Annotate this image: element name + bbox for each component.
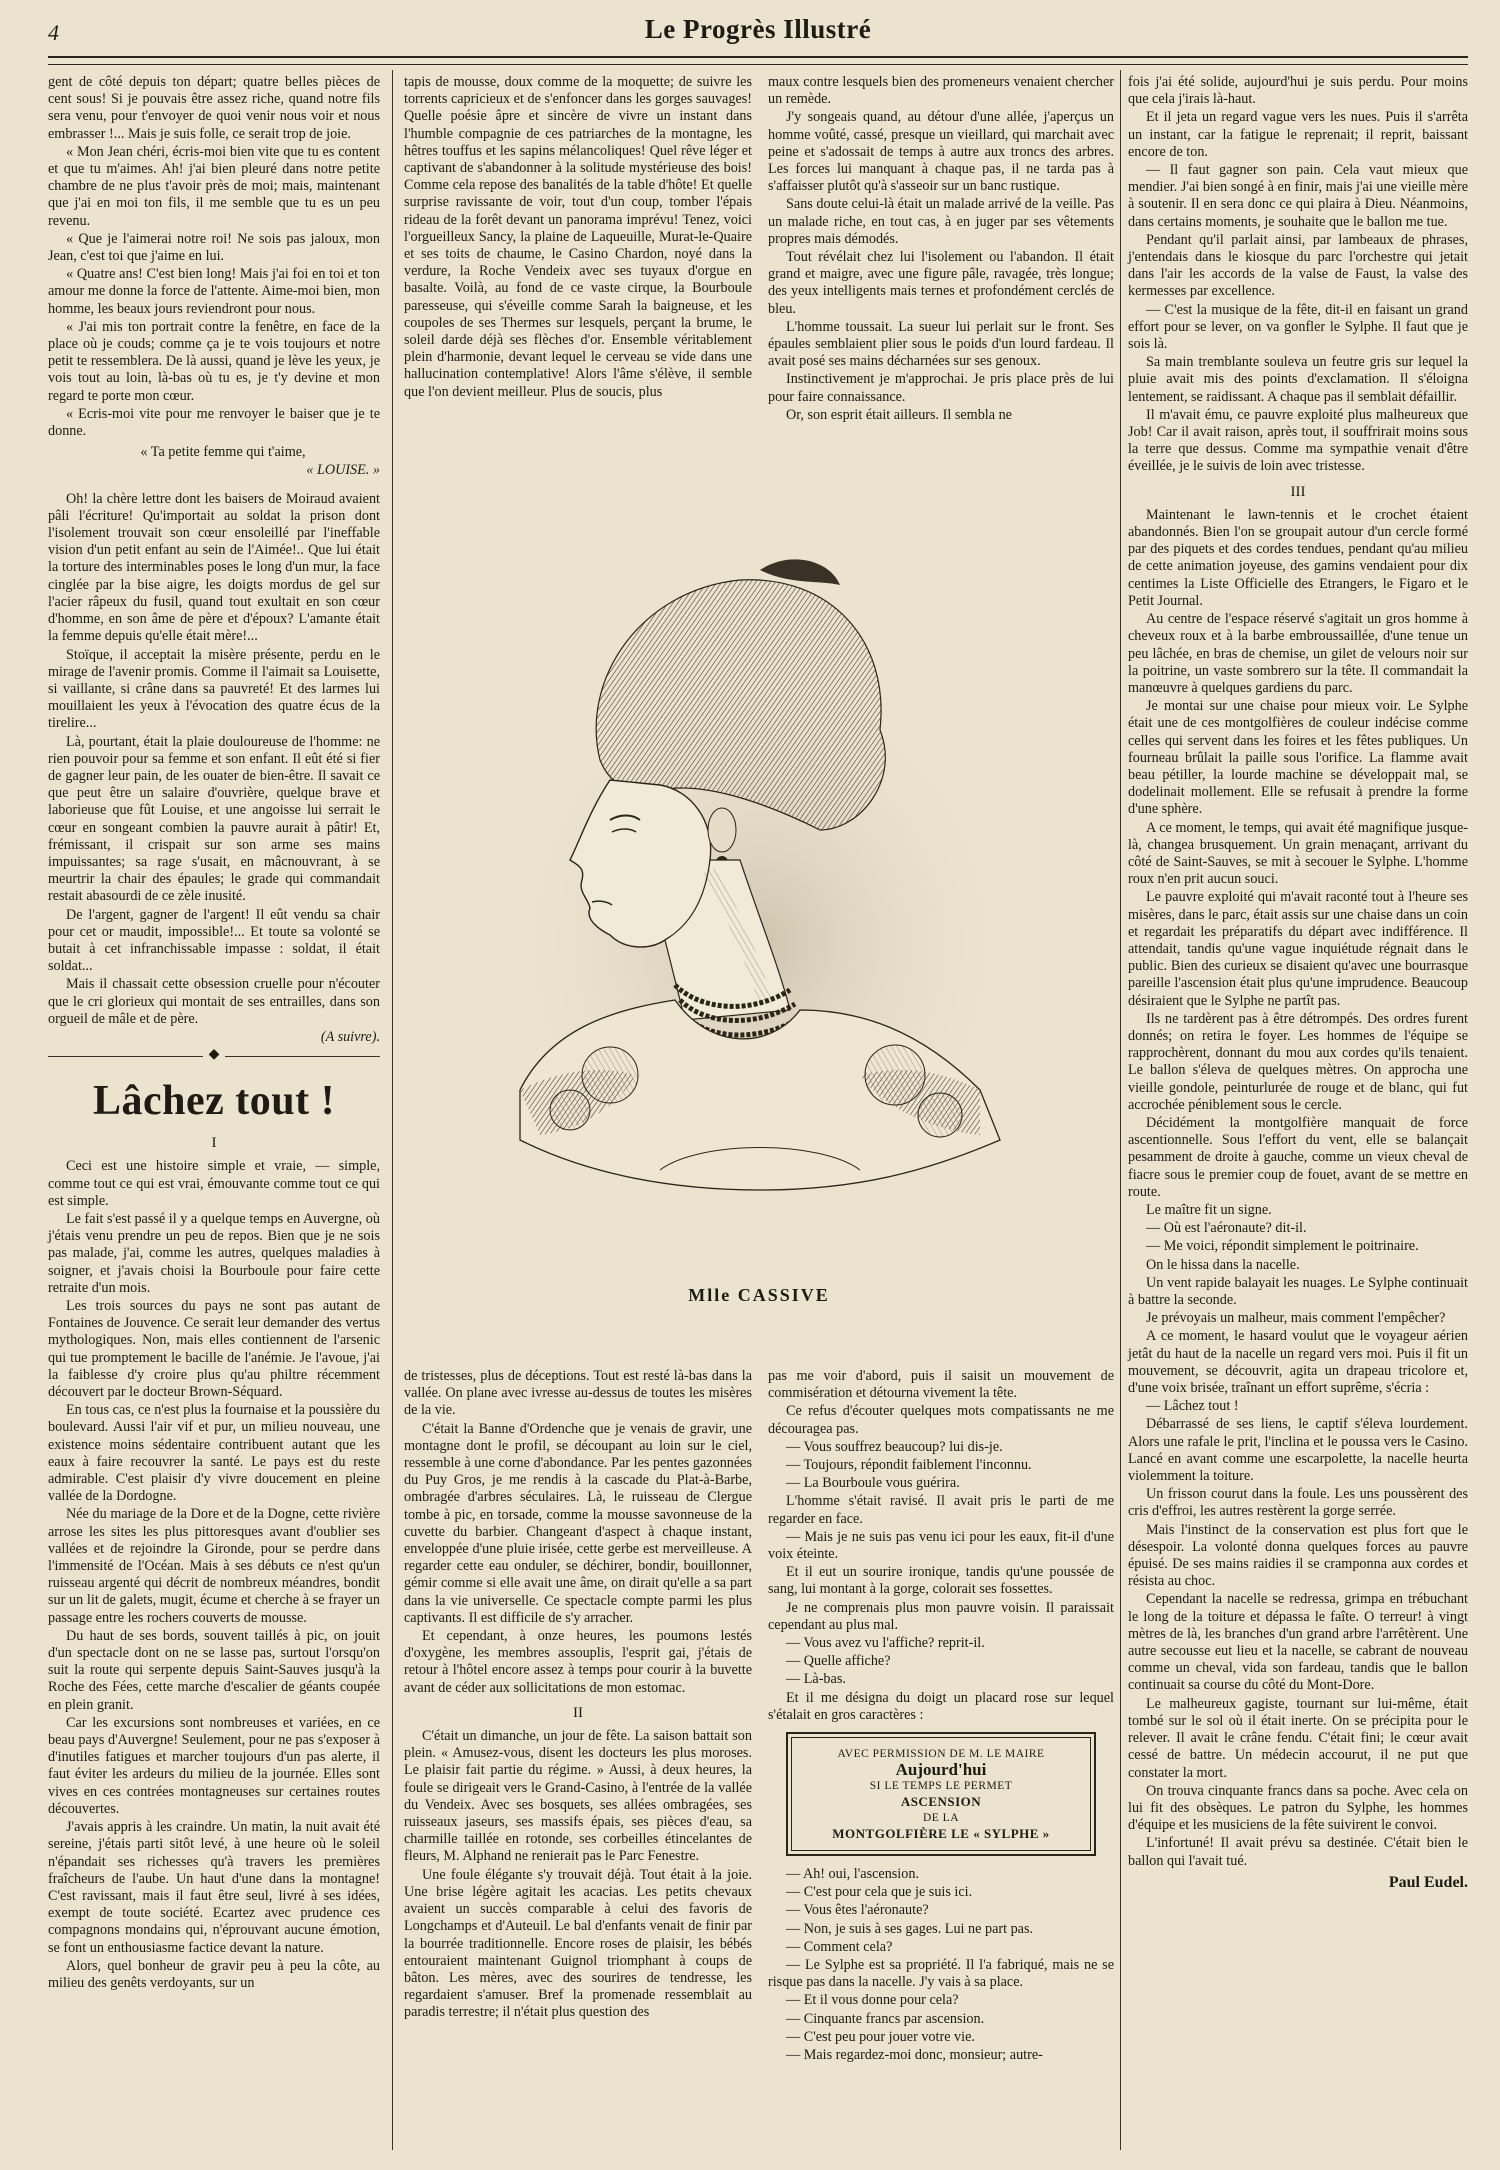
paragraph: Tout révélait chez lui l'isolement ou l'abandon. Il était grand et maigre, avec une figure pâle, ravagée, très longue; des yeux intelligents mais ternes et profondément cerclés de bleu. — [768, 249, 1114, 317]
paragraph: « Ecris-moi vite pour me renvoyer le baiser que je te donne. — [48, 405, 380, 440]
paragraph: Mais il chassait cette obsession cruelle pour n'écouter que le cri glorieux qui montait de ses entrailles, dans son orgueil de mâle et de père. — [48, 976, 380, 1027]
paragraph: — Mais regardez-moi donc, monsieur; autre- — [786, 2047, 1043, 2064]
paragraph: gent de côté depuis ton départ; quatre belles pièces de cent sous! Si je pouvais être assez riche, quand notre fils sera venu, pour t'envoyer de quoi venir nous voir et nous embrasser !... Mais je suis folle, ce serait trop de joie. — [48, 74, 380, 142]
paragraph: « Que je l'aimerai notre roi! Ne sois pas jaloux, mon Jean, c'est toi que j'aime en lui. — [48, 230, 380, 265]
story-title: Lâchez tout ! — [92, 1078, 336, 1125]
letter-signature: « LOUISE. » — [306, 462, 380, 479]
paragraph: Sa main tremblante souleva un feutre gris sur lequel la pluie avait mis des points d'exclamation. Il s'éloigna lentement, se raidissant. A chaque pas il semblait défaillir. — [1128, 354, 1468, 405]
paragraph: — C'est peu pour jouer votre vie. — [786, 2028, 975, 2045]
balloon-poster — [786, 1732, 1096, 1856]
paragraph: tapis de mousse, doux comme de la moquette; de suivre les torrents capricieux et de s'enfoncer dans les gorges sauvages! Quelle poésie âpre et sincère de vivre un instant dans l'humble compagnie de ces patriarches de la montagne, les hêtres touffus et les sapins mélancoliques! Quel rêve léger et captivant de s'abandonner à la solitude mystérieuse des bois! Comme cela repose des banalités de la table d'hôte! Et quelle surprise ravissante de voir, tout d'un coup, tomber l'épais rideau de la forêt devant un panorama imprévu! Tenez, voici l'orgueilleux Sancy, la plaine de Laqueuille, Murat-le-Quaire et ses toits de chaume, le Casino Chardon, noyé dans la verdure, la Roche Vendeix avec ses tuyaux d'orgue en basalte. Voilà, au fond de ce vaste cirque, la Bourboule paresseuse, qui s'éveille comme Sarah la baigneuse, et les coupoles de ses Thermes sur lesquels, perçant la brume, le soleil darde déjà ses flèches d'or. Ensemble véritablement plein d'harmonie, devant lequel le cerveau se vide dans une hallucination contemplative! Alors l'âme s'élève, il semble que l'on devient meilleur. Plus de soucis, plus — [404, 74, 752, 400]
column-2-top — [404, 74, 752, 400]
paragraph: — Cinquante francs par ascension. — [786, 2010, 985, 2027]
section-number: I — [211, 1135, 217, 1152]
paragraph: C'était la Banne d'Ordenche que je venais de gravir, une montagne dont le profil, se découpant au loin sur le ciel, ressemble à une corne d'abondance. Par les pentes gazonnées du Puy Gros, je me rendis à la cascade du Plat-à-Barbe, ombragée d'arbres séculaires. Là, le ruisseau de Clergue tombe à pic, en torsade, comme la mousse savonneuse de la cuvette du barbier. Changeant d'aspect à chaque instant, enveloppée d'une pluie irisée, cette gerbe est merveilleuse. A regarder cette eau onduler, se déchirer, bondir, bouillonner, gémir comme si elle avait une âme, on dirait qu'elle a sa part dans la vie universelle. Ce spectacle compte parmi les plus captivants. Il est difficile de s'y arracher. — [404, 1420, 752, 1626]
paragraph: — C'est pour cela que je suis ici. — [786, 1884, 973, 1901]
poster-weather: SI LE TEMPS LE PERMET — [869, 1780, 1013, 1793]
paragraph: Un frisson courut dans la foule. Les uns poussèrent des cris d'effroi, les autres restèrent la gorge serrée. — [1128, 1486, 1468, 1520]
paragraph: Ceci est une histoire simple et vraie, — simple, comme tout ce qui est vrai, émouvante comme tout ce qui est simple. — [48, 1158, 380, 1209]
paragraph: Sans doute celui-là était un malade arrivé de la veille. Pas un malade riche, en tout cas, à en juger par ses vêtements propres mais démodés. — [768, 196, 1114, 247]
paragraph: En tous cas, ce n'est plus la fournaise et la poussière du boulevard. Aussi l'air vif et pur, un milieu nouveau, une existence moins sédentaire contribuent autant que les eaux à faire recouvrer la santé. Le pays est du reste admirable. C'est plaisir d'y vivre doucement en pleine vallée de la Dordogne. — [48, 1402, 380, 1505]
paragraph: Le fait s'est passé il y a quelque temps en Auvergne, où j'étais venu prendre un peu de repos. Bien que je ne sois pas malade, j'ai, comme les autres, quelques maladies à soigner, et j'avais choisi la Bourboule pour faire cette retraite d'un mois. — [48, 1210, 380, 1296]
paragraph: — Il faut gagner son pain. Cela vaut mieux que mendier. J'ai bien songé à en finir, mais j'ai une vieille mère à soutenir. Il en sera donc ce qui plaira à Dieu. Néanmoins, dans certains moments, je souhaite que le ballon me tue. — [1128, 162, 1468, 230]
section-number: III — [1290, 483, 1306, 500]
paragraph: fois j'ai été solide, aujourd'hui je suis perdu. Pour moins que cela j'irais là-haut. — [1128, 74, 1468, 108]
to-be-continued: (A suivre). — [320, 1028, 380, 1045]
paragraph: Alors, quel bonheur de gravir peu à peu la côte, au milieu des genêts verdoyants, sur un — [48, 1957, 380, 1991]
paragraph: Au centre de l'espace réservé s'agitait un gros homme à cheveux roux et à la barbe embroussaillée, d'une tenue un peu lâchée, en bras de chemise, un gilet de velours noir sur la poitrine, un vaste sombrero sur la tête. Il commandait la manœuvre à quelques gardiens du parc. — [1128, 611, 1468, 696]
column-divider — [1120, 70, 1121, 2150]
paragraph: A ce moment, le temps, qui avait été magnifique jusque-là, changea brusquement. Un grain menaçant, arrivant du côté de Saint-Sauves, se mit à secouer le Sylphe. L'homme roux n'en prit aucun souci. — [1128, 819, 1468, 888]
paragraph: Là, pourtant, était la plaie douloureuse de l'homme: ne rien pouvoir pour sa femme et son enfant. Il eût été si fier de gagner leur pain, de les ouater de bien-être. Il savait ce que peut être un salaire d'ouvrière, quelque brave et laborieuse que fût Louise, et une angoisse lui serrait le cœur en songeant combien la pauvre aurait à pâtir! Et, frémissant, il crispait sur son arme ses mains impuissantes; sa rage s'usait, en mâcnouvrant, à se meurtrir la chair des épaules; le grade qui commandait restait abasourdi de ce zèle inusité. — [48, 733, 380, 905]
paragraph: Née du mariage de la Dore et de la Dogne, cette rivière arrose les sites les plus pittoresques avant d'oublier ses vallées et de rejoindre la Gironde, pour se perdre dans l'immensité de l'Océan. Mais à ses débuts ce n'est qu'un ruisseau argenté qui décrit de nombreux méandres, bondit sur un lit de galets, mugit, écume et cherche à se frayer un passage entre les rochers couverts de mousse. — [48, 1506, 380, 1626]
paragraph: Je ne comprenais plus mon pauvre voisin. Il paraissait cependant au plus mal. — [768, 1599, 1114, 1633]
paragraph: De l'argent, gagner de l'argent! Il eût vendu sa chair pour cet or maudit, impossible!... Et toute sa volonté se butait à cet infranchissable impasse : soldat, il était soldat... — [48, 906, 380, 975]
paragraph: Je montai sur une chaise pour mieux voir. Le Sylphe était une de ces montgolfières de couleur indécise comme celles qui servent dans les foires et les fêtes publiques. Un fourneau brûlait la paille sous l'orifice. La flamme avait beau pétiller, la lourde machine se développait mal, se dodelinait mollement. Elle se refusait à prendre la forme d'une sphère. — [1128, 698, 1468, 818]
paragraph: On le hissa dans la nacelle. — [1146, 1256, 1300, 1273]
paragraph: — Me voici, répondit simplement le poitrinaire. — [1146, 1238, 1419, 1255]
paragraph: Décidément la montgolfière manquait de force ascentionnelle. Sous l'effort du vent, elle se balançait pesamment de droite à gauche, comme un vieux cheval de fiacre sous le premier coup de fouet, avant de se mettre en route. — [1128, 1114, 1468, 1200]
paragraph: Ils ne tardèrent pas à être détrompés. Des ordres furent donnés; on retira le foyer. Les hommes de l'équipe se rapprochèrent, donnant du mou aux cordes qu'ils tenaient. Le ballon s'éleva de quelques mètres. On approcha une vieille gondole, peinturlurée de rouge et de blanc, qui fut accrochée péniblement sous le cercle. — [1128, 1010, 1468, 1113]
paragraph: Du haut de ses bords, souvent taillés à pic, on jouit d'un spectacle dont on ne se lasse pas, surtout l'orsqu'on suit la route qui serpente depuis Saint-Sauves jusqu'à la Roche des Fées, cette marche d'escalier de géants coupée en plein granit. — [48, 1627, 380, 1713]
paragraph: — Non, je suis à ses gages. Lui ne part pas. — [786, 1920, 1034, 1937]
page-header — [48, 14, 1468, 54]
paragraph: — Le Sylphe est sa propriété. Il l'a fabriqué, mais ne se risque pas dans la nacelle. J'y vais à sa place. — [768, 1957, 1114, 1991]
paragraph: Stoïque, il acceptait la misère présente, perdu en le mirage de l'avenir promis. Comme il l'aimait sa Louisette, si vaillante, si crâne dans sa pauvreté! Et des larmes lui mouillaient les yeux à l'évocation des quatre écus de la tirelire... — [48, 646, 380, 732]
paragraph: Un vent rapide balayait les nuages. Le Sylphe continuait à battre la seconde. — [1128, 1274, 1468, 1309]
paragraph: Et il me désigna du doigt un placard rose sur lequel s'étalait en gros caractères : — [768, 1689, 1114, 1723]
paragraph: — Mais je ne suis pas venu ici pour les eaux, fit-il d'une voix éteinte. — [768, 1528, 1114, 1563]
paragraph: L'homme toussait. La sueur lui perlait sur le front. Ses épaules semblaient plier sous le poids d'un lourd fardeau. Il avait posé ses mains décharnées sur ses genoux. — [768, 318, 1114, 370]
author-signature: Paul Eudel. — [1388, 1873, 1468, 1891]
paragraph: J'y songeais quand, au détour d'une allée, j'aperçus un homme voûté, cassé, presque un vieillard, qui marchait avec peine et s'adossait de temps à autre aux troncs des arbres. Les forces lui manquant à chaque pas, il ne tarda pas à s'affaisser plutôt qu'à s'asseoir sur un banc rustique. — [768, 109, 1114, 195]
column-1 — [48, 74, 380, 2144]
paragraph: — C'est la musique de la fête, dit-il en faisant un grand effort pour se lever, on va gonfler le Sylphe. Il faut que je sois là. — [1128, 301, 1468, 353]
paragraph: Il m'avait ému, ce pauvre exploité plus malheureux que Job! Car il avait raison, après tout, il souffrirait moins sous la terre que dessus. Comme ma sympathie venait d'être éveillée, je le suivis de loin avec tristesse. — [1128, 406, 1468, 475]
column-3-bottom — [768, 1368, 1114, 2144]
paragraph: pas me voir d'abord, puis il saisit un mouvement de commisération et détourna vivement la tête. — [768, 1368, 1114, 1402]
paragraph: Maintenant le lawn-tennis et le crochet étaient abandonnés. Bien l'on se groupait autour d'un cercle formé par des piquets et des cordes tendues, pendant qu'au milieu de cette animation joyeuse, des gamins vendaient pour dix centimes la Liste Officielle des Etrangers, le Figaro et le Petit Journal. — [1128, 506, 1468, 609]
paragraph: maux contre lesquels bien des promeneurs venaient chercher un remède. — [768, 74, 1114, 108]
paragraph: « Mon Jean chéri, écris-moi bien vite que tu es content et que tu m'aimes. Ah! j'ai bien pleuré dans notre petite chambre de ne plus t'avoir près de moi; mais, maintenant que j'ai en moi ton fils, il me semble que tu es un peu revenu. — [48, 143, 380, 229]
paragraph: Cependant la nacelle se redressa, grimpa en trébuchant le long de la toiture et dépassa le faîte. O terreur! à vingt mètres de là, les branches d'un grand arbre l'arrêtèrent. Une autre secousse eut lieu et la nacelle, se cabrant de nouveau comme un cheval, vida son fardeau, tandis que le ballon continuait sa course du côté du Mont-Dore. — [1128, 1591, 1468, 1694]
paragraph: Une foule élégante s'y trouvait déjà. Tout était à la joie. Une brise légère agitait les acacias. Les petits chevaux avaient un succès comparable à celui des favoris de Longchamps et d'Auteuil. Le bal d'enfants venait de finir par la bourrée traditionnelle. Encore roses de plaisir, les bébés entouraient maintenant Guignol triomphant à coups de bâton. Les mères, avec des sourires de tendresse, les regardaient s'amuser. Bref la promenade ressemblait au paradis terrestre; il n'était plus question des — [404, 1866, 752, 2021]
paragraph: de tristesses, plus de déceptions. Tout est resté là-bas dans la vallée. On plane avec ivresse au-dessus de toutes les misères de la vie. — [404, 1368, 752, 1419]
section-number: II — [573, 1704, 583, 1721]
paragraph: — Comment cela? — [786, 1938, 893, 1955]
paragraph: — Toujours, répondit faiblement l'inconnu. — [786, 1457, 1032, 1474]
paragraph: Et cependant, à onze heures, les poumons lestés d'oxygène, les membres assouplis, l'esprit gai, j'étais de retour à l'hôtel encore assez à temps pour courir à la buvette avant de céder aux sollicitations de mon estomac. — [404, 1628, 752, 1696]
section-divider — [48, 1047, 380, 1065]
poster-permission: AVEC PERMISSION DE M. LE MAIRE — [837, 1748, 1045, 1761]
paragraph: Car les excursions sont nombreuses et variées, en ce beau pays d'Auvergne! Seulement, pour ne pas s'exposer à d'inutiles fatigues et marcher toujours d'un pas alerte, il faut éviter les ardeurs du milieu de la journée. Elles sont vives en ces contrées montagneuses sur certaines routes découvertes. — [48, 1714, 380, 1817]
paragraph: Débarrassé de ses liens, le captif s'éleva lourdement. Alors une rafale le prit, l'inclina et le poussa vers le Casino. Lancé en avant comme une escarpolette, la nacelle heurta violemment la toiture. — [1128, 1416, 1468, 1485]
column-3-top — [768, 74, 1114, 469]
page-number: 4 — [48, 20, 59, 45]
paragraph: — Lâchez tout ! — [1146, 1398, 1239, 1415]
paragraph: — Là-bas. — [786, 1671, 846, 1688]
paragraph: Pendant qu'il parlait ainsi, par lambeaux de phrases, j'entendais dans le kiosque du parc l'orchestre qui jetait dans l'air les accords de la valse de Faust, la valse des kermesses par excellence. — [1128, 231, 1468, 300]
poster-today: Aujourd'hui — [895, 1760, 987, 1780]
paragraph: C'était un dimanche, un jour de fête. La saison battait son plein. « Amusez-vous, disent les docteurs les plus moroses. Le plaisir fait partie du régime. » Aussi, à deux heures, la foule se dirigeait vers le Grand-Casino, à l'entrée de la vallée du Vendeix. Avec ses bosquets, ses allées ombragées, ses ruisseaux jaseurs, ses massifs épais, ses pièces d'eau, sa charmille taillée en rotonde, ses corbeilles étincelantes de fleurs, M. Alphand ne renierait pas le Parc Fenestre. — [404, 1728, 752, 1865]
paragraph: J'avais appris à les craindre. Un matin, la nuit avait été sereine, j'étais parti sitôt levé, à une heure où le soleil n'épandait ses richesses qu'à travers les premières fraîcheurs de l'aube. Un haut d'une dans la montagne! C'est ravissant, mais il faut être seul, livré à ses idées, exempt de toute société. Ecartez avec prudence ces compagnons mondains qui, n'éprouvant aucune émotion, se font un enthousiasme factice devant la nature. — [48, 1819, 380, 1956]
poster-balloon-name: MONTGOLFIÈRE LE « SYLPHE » — [832, 1826, 1050, 1842]
paragraph: — Ah! oui, l'ascension. — [786, 1866, 919, 1883]
paragraph: Le malheureux gagiste, tournant sur lui-même, était tombé sur le sol où il était inerte. On se précipita pour le relever. Il avait le crâne fendu. C'était fini; le cœur avait cessé de battre. Un médecin accourut, il ne put que constater la mort. — [1128, 1695, 1468, 1781]
paragraph: — Et il vous donne pour cela? — [786, 1992, 959, 2009]
portrait-caption: Mlle CASSIVE — [688, 1285, 830, 1305]
paragraph: Or, son esprit était ailleurs. Il sembla ne — [786, 406, 1012, 423]
masthead-title: Le Progrès Illustré — [644, 14, 872, 44]
paragraph: On trouva cinquante francs dans sa poche. Avec cela on lui fit des obsèques. Le patron du Sylphe, les hommes d'équipe et les musiciens de la fête suivirent le convoi. — [1128, 1782, 1468, 1834]
paragraph: Oh! la chère lettre dont les baisers de Moiraud avaient pâli l'écriture! Qu'importait au soldat la prison dont l'isolement trouvait son cœur ensoleillé par l'ineffable vision d'un petit enfant au sein de l'Aimée!.. Que lui était la torture des interminables poses le long d'un mur, la face cinglée par la bise aigre, les doigts mordus de gel sur l'acier râpeux du fusil, quand tout exultait en son cœur d'homme, en son âme de père et d'époux? L'amante était la femme depuis qu'elle était mère!... — [48, 490, 380, 645]
paragraph: Les trois sources du pays ne sont pas autant de Fontaines de Jouvence. Ce serait leur demander des vertus mythologiques. Non, mais elles contiennent de l'arsenic qui tue promptement le bacille de l'anémie. Je l'avoue, j'ai la faiblesse d'y croire plus qu'au philtre récemment découvert par le docteur Brown-Séquard. — [48, 1298, 380, 1401]
paragraph: Et il jeta un regard vague vers les nues. Puis il s'arrêta un instant, car la fatigue le reprenait; il reprit, baissant encore de ton. — [1128, 109, 1468, 160]
paragraph: Instinctivement je m'approchai. Je pris place près de lui pour faire connaissance. — [768, 371, 1114, 405]
column-4 — [1128, 74, 1468, 2144]
paragraph: Le maître fit un signe. — [1146, 1202, 1272, 1218]
paragraph: Le pauvre exploité qui m'avait raconté tout à l'heure ses misères, dans le parc, était assis sur une chaise dans un coin et regardait les préparatifs du départ avec indifférence. Il attendait, tandis qu'une vague inquiétude régnait dans le public. Bien des curieux se disaient qu'avec une bourrasque pareille l'ascension était plus qu'une imprudence. Beaucoup désiraient que le Sylphe ne partît pas. — [1128, 889, 1468, 1009]
paragraph: — La Bourboule vous guérira. — [786, 1475, 960, 1492]
paragraph: Mais l'instinct de la conservation est plus fort que le désespoir. La volonté donna quelques forces au pauvre épuisé. De ses mains raidies il se cramponna aux cordes et résista au choc. — [1128, 1521, 1468, 1590]
paragraph: L'infortuné! Il avait prévu sa destinée. C'était bien le ballon qui l'avait tué. — [1128, 1835, 1468, 1869]
diamond-ornament-icon: ◆ — [203, 1047, 226, 1062]
paragraph: — Vous êtes l'aéronaute? — [786, 1902, 929, 1919]
column-2-bottom — [404, 1368, 752, 2144]
paragraph: — Vous souffrez beaucoup? lui dis-je. — [786, 1438, 1003, 1455]
paragraph: « J'ai mis ton portrait contre la fenêtre, en face de la place où je couds; comme ça je te vois toujours et notre petit te ressemblera. De là aussi, quand je lève les yeux, je vois tout au loin, là-bas où tu es, je t'y devine et mon regard te porte mon cœur. — [48, 318, 380, 404]
paragraph: — Vous avez vu l'affiche? reprit-il. — [786, 1635, 985, 1652]
portrait-engraving — [460, 530, 1060, 1240]
poster-de-la: DE LA — [922, 1812, 960, 1825]
column-divider — [392, 70, 393, 2150]
paragraph: « Quatre ans! C'est bien long! Mais j'ai foi en toi et ton amour me donne la force de l'attente. Aime-moi bien, mon homme, les beaux jours reviendront pour nous. — [48, 266, 380, 317]
paragraph: Et il eut un sourire ironique, tandis qu'une poussée de sang, lui montant à la gorge, colorait ses fossettes. — [768, 1564, 1114, 1598]
letter-closing: « Ta petite femme qui t'aime, — [140, 444, 306, 461]
paragraph: — Quelle affiche? — [786, 1653, 891, 1670]
paragraph: Ce refus d'écouter quelques mots compatissants ne me découragea pas. — [768, 1403, 1114, 1437]
poster-ascension: ASCENSION — [900, 1794, 982, 1810]
header-rule — [48, 56, 1468, 65]
paragraph: — Où est l'aéronaute? dit-il. — [1146, 1220, 1307, 1237]
paragraph: L'homme s'était ravisé. Il avait pris le parti de me regarder en face. — [768, 1493, 1114, 1527]
paragraph: Je prévoyais un malheur, mais comment l'empêcher? — [1146, 1310, 1446, 1327]
paragraph: A ce moment, le hasard voulut que le voyageur aérien jetât du haut de la nacelle un regard vers moi. Puis il fit un mouvement, se découvrit, agita un drapeau tricolore et, d'une voix brisée, traînant un effort suprême, s'écria : — [1128, 1328, 1468, 1397]
